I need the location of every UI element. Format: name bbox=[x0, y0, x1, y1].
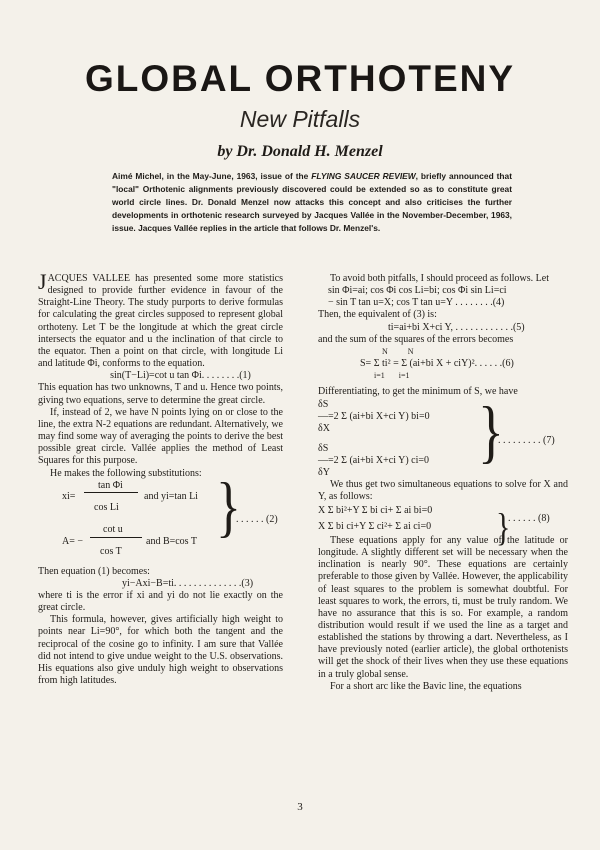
eq2-numerator-2: cot u bbox=[103, 523, 123, 535]
equation-5: ti=ai+bi X+ci Y, . . . . . . . . . . . .(5) bbox=[388, 321, 525, 333]
paragraph: where ti is the error if xi and yi do not lie exactly on the great circle. bbox=[38, 589, 283, 614]
equation-8-block bbox=[318, 503, 568, 550]
eq7-partial-S2: δS bbox=[318, 442, 329, 454]
eq7-partial-Y: δY bbox=[318, 466, 330, 478]
equation-3: yi−Axi−B=ti. . . . . . . . . . . . . .(3) bbox=[122, 577, 254, 589]
eq2-number: . . . . . . (2) bbox=[236, 513, 278, 525]
paragraph: For a short arc like the Bavic line, the equations bbox=[330, 680, 522, 692]
paragraph: If, instead of 2, we have N points lying on or close to the line, the extra N-2 equations are redundant. Alternatively, we may find some way of averaging the points to derive the best possible great circle. Vallée applies the method of Least Squares for this purpose. bbox=[38, 406, 283, 467]
author-byline: by Dr. Donald H. Menzel bbox=[217, 143, 383, 160]
paragraph: This equation has two unknowns, T and u. Hence two points, giving two equations, serve to determine the great circle. bbox=[38, 382, 283, 406]
right-brace: } bbox=[216, 469, 241, 545]
article-title: GLOBAL ORTHOTENY bbox=[84, 58, 516, 99]
equation-1: sin(T−Li)=cot u tan Φi. . . . . . . .(1) bbox=[110, 370, 251, 382]
fraction-bar bbox=[90, 537, 142, 538]
eq2-B: and B=cos T bbox=[146, 535, 198, 547]
intro-paragraph bbox=[112, 170, 512, 235]
right-brace: } bbox=[496, 506, 511, 550]
paragraph: Then, the equivalent of (3) is: bbox=[318, 309, 437, 321]
eq7-partial-S1: δS bbox=[318, 398, 329, 410]
paragraph-opening bbox=[38, 269, 283, 370]
eq2-denominator-2: cos T bbox=[100, 545, 122, 557]
eq2-yi: and yi=tan Li bbox=[144, 490, 198, 502]
paragraph: and the sum of the squares of the errors becomes bbox=[318, 333, 514, 345]
paragraph: To avoid both pitfalls, I should proceed as follows. Let bbox=[330, 273, 549, 284]
eq2-numerator-1: tan Φi bbox=[98, 479, 123, 491]
eq7-line-b: —=2 Σ (ai+bi X+ci Y) ci=0 bbox=[318, 454, 430, 466]
eq2-denominator-1: cos Li bbox=[94, 501, 119, 513]
paragraph-opening-text: ACQUES VALLEE has presented some more statistics designed to provide further evidence in favour of the Straight-Line Theory. The study purports to derive formulas for calculating the great circles supposed to represent global orthoteny. Let T be the longitude at which the great circle intersects the equator and u the inclination of that circle to the equator. Then a point on that circle, with longitude Li and latitude Φi, conforms to the equation. bbox=[38, 273, 283, 370]
eq8-line-a: X Σ bi²+Y Σ bi ci+ Σ ai bi=0 bbox=[318, 504, 433, 516]
eq8-line-b: X Σ bi ci+Y Σ ci²+ Σ ai ci=0 bbox=[318, 520, 432, 532]
intro-text-1: Aimé Michel, in the May-June, 1963, issue of the bbox=[112, 171, 312, 181]
equation-4a: sin Φi=ai; cos Φi cos Li=bi; cos Φi sin Li=ci bbox=[328, 285, 507, 297]
paragraph: He makes the following substitutions: bbox=[50, 467, 202, 479]
eq7-partial-X: δX bbox=[318, 422, 330, 434]
page-number: 3 bbox=[297, 801, 303, 813]
article-subtitle: New Pitfalls bbox=[239, 106, 361, 132]
paragraph: This formula, however, gives artificially high weight to points near Li=90°, for which both the tangent and the reciprocal of the cosine go to infinity. I am sure that Vallée did not intend to give undue weight to the U.S. observations. His equations also give unduly high weight to observations from high latitudes. bbox=[38, 614, 283, 687]
paragraph: Differentiating, to get the minimum of S, we have bbox=[318, 386, 518, 398]
equation-6: S= Σ ti² = Σ (ai+bi X + ciY)². . . . . .(6) bbox=[360, 358, 514, 370]
eq2-A: A= − bbox=[62, 535, 84, 547]
eq6-lower-limits: i=1 i=1 bbox=[374, 371, 410, 381]
eq7-number: . . . . . . . . . (7) bbox=[498, 434, 555, 446]
left-column bbox=[38, 269, 283, 687]
right-brace: } bbox=[478, 391, 504, 470]
fraction-bar bbox=[84, 492, 138, 493]
equation-4b: − sin T tan u=X; cos T tan u=Y . . . . . . . .(4) bbox=[328, 297, 505, 309]
paragraph: These equations apply for any value of the latitude or longitude. A slightly different set will be necessary when the inclination is nearly 90°. These equations are certainly preferable to those given by Vallée. However, the applicability of least squares to the problem is somewhat doubtful. For least squares to work, the errors, ti, must be truly random. We have no assurance that this is so. For example, a random distribution would result if we used the line as a target and established the stations by throwing a dart. Nevertheless, as I have previously noted (earlier article), the global orthotenists will get the shock of their lives when they use these equations in a truly global sense. bbox=[318, 534, 568, 680]
eq6-upper-limits: N N bbox=[382, 346, 414, 356]
right-column bbox=[318, 273, 568, 693]
intro-text-2: , briefly announced that "local" Orthotenic alignments previously discovered could be extended so as to constitute great world circle lines. Dr. Donald Menzel now attacks this concept and also criticises the further developments in orthotenic research surveyed by Jacques Vallée in the November-December, 1963, issue. Jacques Vallée replies in the article that follows Dr. Menzel's. bbox=[112, 171, 512, 233]
paragraph: We thus get two simultaneous equations to solve for X and Y, as follows: bbox=[318, 478, 568, 502]
eq2-xi: xi= bbox=[62, 490, 76, 502]
magazine-name: FLYING SAUCER REVIEW bbox=[311, 171, 416, 181]
eq7-line-a: —=2 Σ (ai+bi X+ci Y) bi=0 bbox=[318, 410, 430, 422]
paragraph: Then equation (1) becomes: bbox=[38, 565, 150, 577]
eq8-number: . . . . . . (8) bbox=[508, 512, 550, 524]
drop-cap: J bbox=[38, 269, 47, 294]
